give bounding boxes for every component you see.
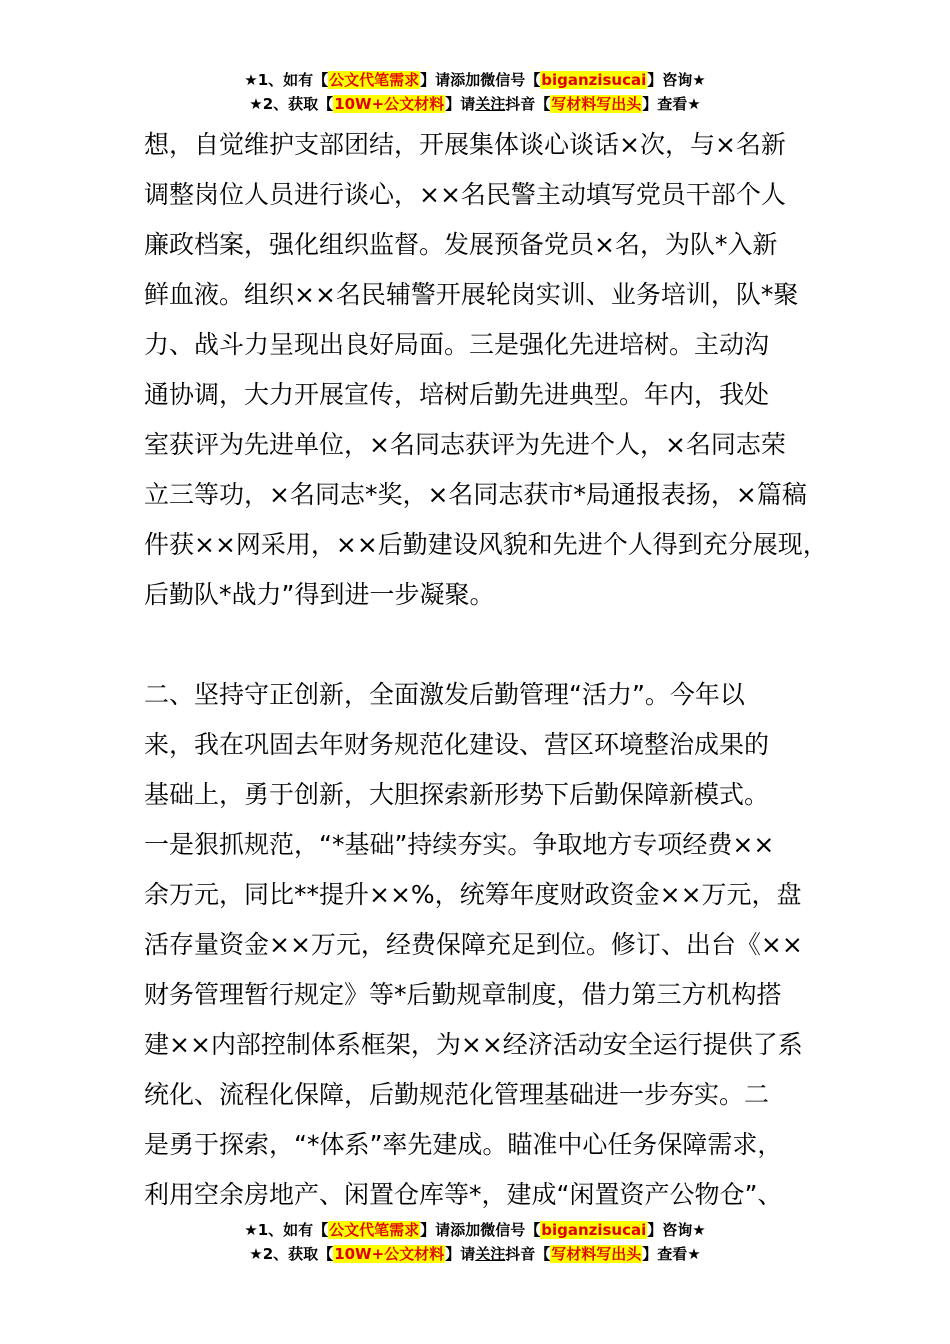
promo-text: 微信号【 bbox=[480, 1221, 541, 1239]
top-promo-banner bbox=[0, 68, 950, 116]
promo-highlight-materials: 10W+公文材料 bbox=[334, 1245, 445, 1263]
promo-text: 】查看★ bbox=[642, 1245, 701, 1263]
text-line: 力、战斗力呈现出良好局面。三是强化先进培树。主动沟 bbox=[144, 330, 770, 359]
promo-text: ★1、如有【 bbox=[244, 1221, 329, 1239]
promo-highlight-douyin: 写材料写出头 bbox=[551, 1245, 642, 1263]
promo-highlight-materials: 10W+公文材料 bbox=[334, 95, 445, 113]
promo-highlight-douyin: 写材料写出头 bbox=[551, 95, 642, 113]
text-line: 廉政档案，强化组织监督。发展预备党员×名，为队*入新 bbox=[144, 230, 778, 259]
promo-highlight-wechat-id: biganzisucai bbox=[541, 1221, 647, 1239]
text-line: 鲜血液。组织××名民辅警开展轮岗实训、业务培训，队*聚 bbox=[144, 280, 799, 309]
promo-line-1 bbox=[0, 68, 950, 92]
promo-highlight-service: 公文代笔需求 bbox=[329, 1221, 420, 1239]
paragraph-1 bbox=[144, 120, 834, 620]
text-line: 一是狠抓规范，“*基础”持续夯实。争取地方专项经费×× bbox=[144, 830, 775, 859]
text-line: 后勤队*战力”得到进一步凝聚。 bbox=[144, 580, 495, 609]
promo-text: 抖音【 bbox=[505, 95, 551, 113]
promo-text: 】请 bbox=[445, 95, 476, 113]
text-line: 余万元，同比**提升××%，统筹年度财政资金××万元，盘 bbox=[144, 880, 802, 909]
text-line: 活存量资金××万元，经费保障充足到位。修订、出台《×× bbox=[144, 930, 803, 959]
promo-text: 】咨询★ bbox=[647, 1221, 706, 1239]
text-line: 立三等功，×名同志*奖，×名同志获市*局通报表扬，×篇稿 bbox=[144, 480, 807, 509]
promo-highlight-service: 公文代笔需求 bbox=[329, 71, 420, 89]
promo-text: 】查看★ bbox=[642, 95, 701, 113]
text-line: 统化、流程化保障，后勤规范化管理基础进一步夯实。二 bbox=[144, 1080, 770, 1109]
text-line: 想，自觉维护支部团结，开展集体谈心谈话×次，与×名新 bbox=[144, 130, 786, 159]
promo-text: 加 bbox=[465, 71, 481, 89]
promo-text: 关注 bbox=[475, 1245, 506, 1263]
text-line: 建××内部控制体系框架，为××经济活动安全运行提供了系 bbox=[144, 1030, 803, 1059]
document-body bbox=[144, 120, 834, 1220]
promo-line-2 bbox=[0, 1242, 950, 1266]
promo-text: 】咨询★ bbox=[647, 71, 706, 89]
promo-text: 加 bbox=[465, 1221, 481, 1239]
promo-text: 】请添 bbox=[420, 1221, 466, 1239]
promo-text: ★2、获取【 bbox=[249, 95, 334, 113]
promo-text: 】请添 bbox=[420, 71, 466, 89]
text-line: 财务管理暂行规定》等*后勤规章制度，借力第三方机构搭 bbox=[144, 980, 782, 1009]
text-line: 利用空余房地产、闲置仓库等*，建成“闲置资产公物仓”、 bbox=[144, 1180, 783, 1209]
text-line: 件获××网采用，××后勤建设风貌和先进个人得到充分展现， bbox=[144, 530, 828, 559]
text-line: 室获评为先进单位，×名同志获评为先进个人，×名同志荣 bbox=[144, 430, 786, 459]
text-line: 是勇于探索，“*体系”率先建成。瞄准中心任务保障需求， bbox=[144, 1130, 783, 1159]
promo-text: 抖音【 bbox=[505, 1245, 551, 1263]
promo-text: ★2、获取【 bbox=[249, 1245, 334, 1263]
promo-text: 微信号【 bbox=[480, 71, 541, 89]
promo-highlight-wechat-id: biganzisucai bbox=[541, 71, 647, 89]
promo-text: 】请 bbox=[445, 1245, 476, 1263]
text-line: 调整岗位人员进行谈心，××名民警主动填写党员干部个人 bbox=[144, 180, 786, 209]
paragraph-2 bbox=[144, 670, 834, 1220]
text-line: 来，我在巩固去年财务规范化建设、营区环境整治成果的 bbox=[144, 730, 770, 759]
promo-line-2 bbox=[0, 92, 950, 116]
paragraph-gap bbox=[144, 620, 834, 670]
promo-line-1 bbox=[0, 1218, 950, 1242]
promo-text: ★1、如有【 bbox=[244, 71, 329, 89]
text-line: 基础上，勇于创新，大胆探索新形势下后勤保障新模式。 bbox=[144, 780, 770, 809]
bottom-promo-banner bbox=[0, 1218, 950, 1266]
promo-text: 关注 bbox=[475, 95, 506, 113]
text-line: 二、坚持守正创新，全面激发后勤管理“活力”。今年以 bbox=[144, 680, 745, 709]
text-line: 通协调，大力开展宣传，培树后勤先进典型。年内，我处 bbox=[144, 380, 770, 409]
